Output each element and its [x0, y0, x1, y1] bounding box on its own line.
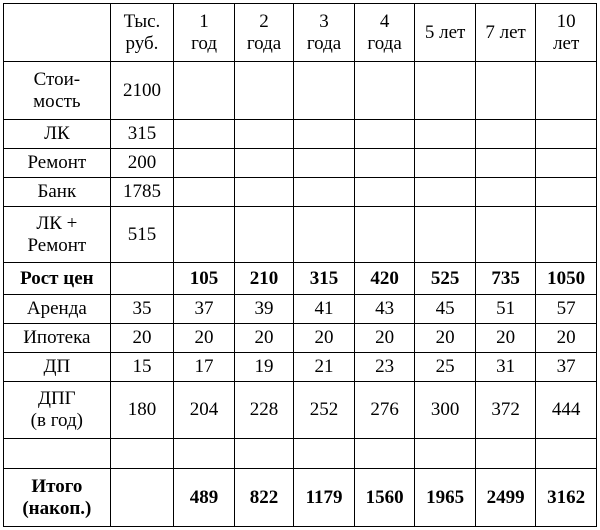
table-cell: 515 [110, 207, 174, 263]
table-cell [415, 149, 476, 178]
header-cell: 2 года [234, 4, 294, 62]
table-cell: 228 [234, 382, 294, 439]
table-cell [294, 62, 355, 120]
table-cell: 23 [354, 353, 415, 382]
table-cell [110, 439, 174, 469]
table-cell: 20 [234, 324, 294, 353]
table-cell: 2499 [475, 469, 536, 527]
table-cell [415, 178, 476, 207]
table-cell [174, 178, 235, 207]
table-cell: 372 [475, 382, 536, 439]
table-cell: 20 [415, 324, 476, 353]
table-row [4, 469, 597, 527]
table-cell [415, 207, 476, 263]
table-cell [354, 439, 415, 469]
table-cell: 35 [110, 295, 174, 324]
table-cell [294, 120, 355, 149]
table-cell: 1179 [294, 469, 355, 527]
table-cell [475, 120, 536, 149]
table-cell [354, 62, 415, 120]
table-cell [234, 62, 294, 120]
row-label-cell: Ипотека [4, 324, 111, 353]
table-row [4, 439, 597, 469]
table-cell [536, 207, 597, 263]
table-cell: 17 [174, 353, 235, 382]
table-cell: 735 [475, 263, 536, 295]
table-cell: 20 [354, 324, 415, 353]
table-cell [475, 178, 536, 207]
table-cell: 420 [354, 263, 415, 295]
header-cell: 3 года [294, 4, 355, 62]
table-cell: 25 [415, 353, 476, 382]
table-cell: 1560 [354, 469, 415, 527]
table-row [4, 178, 597, 207]
table-cell [536, 439, 597, 469]
row-label-cell: Ремонт [4, 149, 111, 178]
table-cell [536, 149, 597, 178]
table-cell [475, 149, 536, 178]
header-cell [4, 4, 111, 62]
header-cell: 4 года [354, 4, 415, 62]
header-cell: 5 лет [415, 4, 476, 62]
table-cell: 19 [234, 353, 294, 382]
table-cell: 39 [234, 295, 294, 324]
table-cell [415, 120, 476, 149]
table-cell [536, 120, 597, 149]
table-cell [234, 207, 294, 263]
table-cell: 1050 [536, 263, 597, 295]
table-cell [174, 149, 235, 178]
table-cell: 31 [475, 353, 536, 382]
row-label-cell: Итого (накоп.) [4, 469, 111, 527]
table-cell: 41 [294, 295, 355, 324]
table-cell: 51 [475, 295, 536, 324]
table-cell [110, 469, 174, 527]
table-cell [475, 439, 536, 469]
row-label-cell: ДП [4, 353, 111, 382]
table-cell [174, 439, 235, 469]
table-cell [536, 178, 597, 207]
table-cell [354, 178, 415, 207]
table-cell: 57 [536, 295, 597, 324]
table-cell: 200 [110, 149, 174, 178]
table-cell [234, 439, 294, 469]
table-cell: 525 [415, 263, 476, 295]
header-row [4, 4, 597, 62]
table-cell: 20 [174, 324, 235, 353]
table-cell: 2100 [110, 62, 174, 120]
table-cell [354, 207, 415, 263]
row-label-cell: ДПГ (в год) [4, 382, 111, 439]
table-row [4, 207, 597, 263]
table-cell: 252 [294, 382, 355, 439]
table-cell: 1965 [415, 469, 476, 527]
header-cell: 10 лет [536, 4, 597, 62]
header-cell: 1 год [174, 4, 235, 62]
table-cell: 37 [174, 295, 235, 324]
table-cell: 489 [174, 469, 235, 527]
table-cell [475, 62, 536, 120]
row-label-cell: Аренда [4, 295, 111, 324]
row-label-cell: Банк [4, 178, 111, 207]
header-cell: 7 лет [475, 4, 536, 62]
table-cell [110, 263, 174, 295]
table-cell: 105 [174, 263, 235, 295]
table-cell: 315 [110, 120, 174, 149]
table-row [4, 120, 597, 149]
table-cell [294, 207, 355, 263]
table-cell: 20 [536, 324, 597, 353]
table-cell [174, 62, 235, 120]
table-cell: 210 [234, 263, 294, 295]
row-label-cell [4, 439, 111, 469]
table-cell: 37 [536, 353, 597, 382]
table-cell: 444 [536, 382, 597, 439]
table-body [4, 4, 597, 527]
table-cell [536, 62, 597, 120]
table-cell: 20 [294, 324, 355, 353]
table-cell: 45 [415, 295, 476, 324]
row-label-cell: Рост цен [4, 263, 111, 295]
table-cell [234, 120, 294, 149]
table-row [4, 62, 597, 120]
table-cell [475, 207, 536, 263]
table-cell [294, 439, 355, 469]
table-row [4, 382, 597, 439]
table-row [4, 353, 597, 382]
table-cell: 21 [294, 353, 355, 382]
row-label-cell: Стои- мость [4, 62, 111, 120]
header-cell: Тыс. руб. [110, 4, 174, 62]
table-cell [354, 149, 415, 178]
table-cell [234, 149, 294, 178]
table-row [4, 324, 597, 353]
table-row [4, 263, 597, 295]
table-cell [174, 207, 235, 263]
table-cell: 300 [415, 382, 476, 439]
table-cell: 20 [475, 324, 536, 353]
table-cell [294, 149, 355, 178]
row-label-cell: ЛК [4, 120, 111, 149]
table-cell: 1785 [110, 178, 174, 207]
table-cell: 3162 [536, 469, 597, 527]
table-cell: 822 [234, 469, 294, 527]
table-cell: 180 [110, 382, 174, 439]
table-cell: 276 [354, 382, 415, 439]
table-cell: 204 [174, 382, 235, 439]
table-cell [415, 62, 476, 120]
table-cell: 315 [294, 263, 355, 295]
table-cell: 20 [110, 324, 174, 353]
row-label-cell: ЛК + Ремонт [4, 207, 111, 263]
table-cell [354, 120, 415, 149]
table-cell: 43 [354, 295, 415, 324]
table-cell: 15 [110, 353, 174, 382]
table-cell [234, 178, 294, 207]
table-cell [415, 439, 476, 469]
investment-table [3, 3, 597, 527]
table-row [4, 149, 597, 178]
table-cell [174, 120, 235, 149]
table-cell [294, 178, 355, 207]
table-row [4, 295, 597, 324]
